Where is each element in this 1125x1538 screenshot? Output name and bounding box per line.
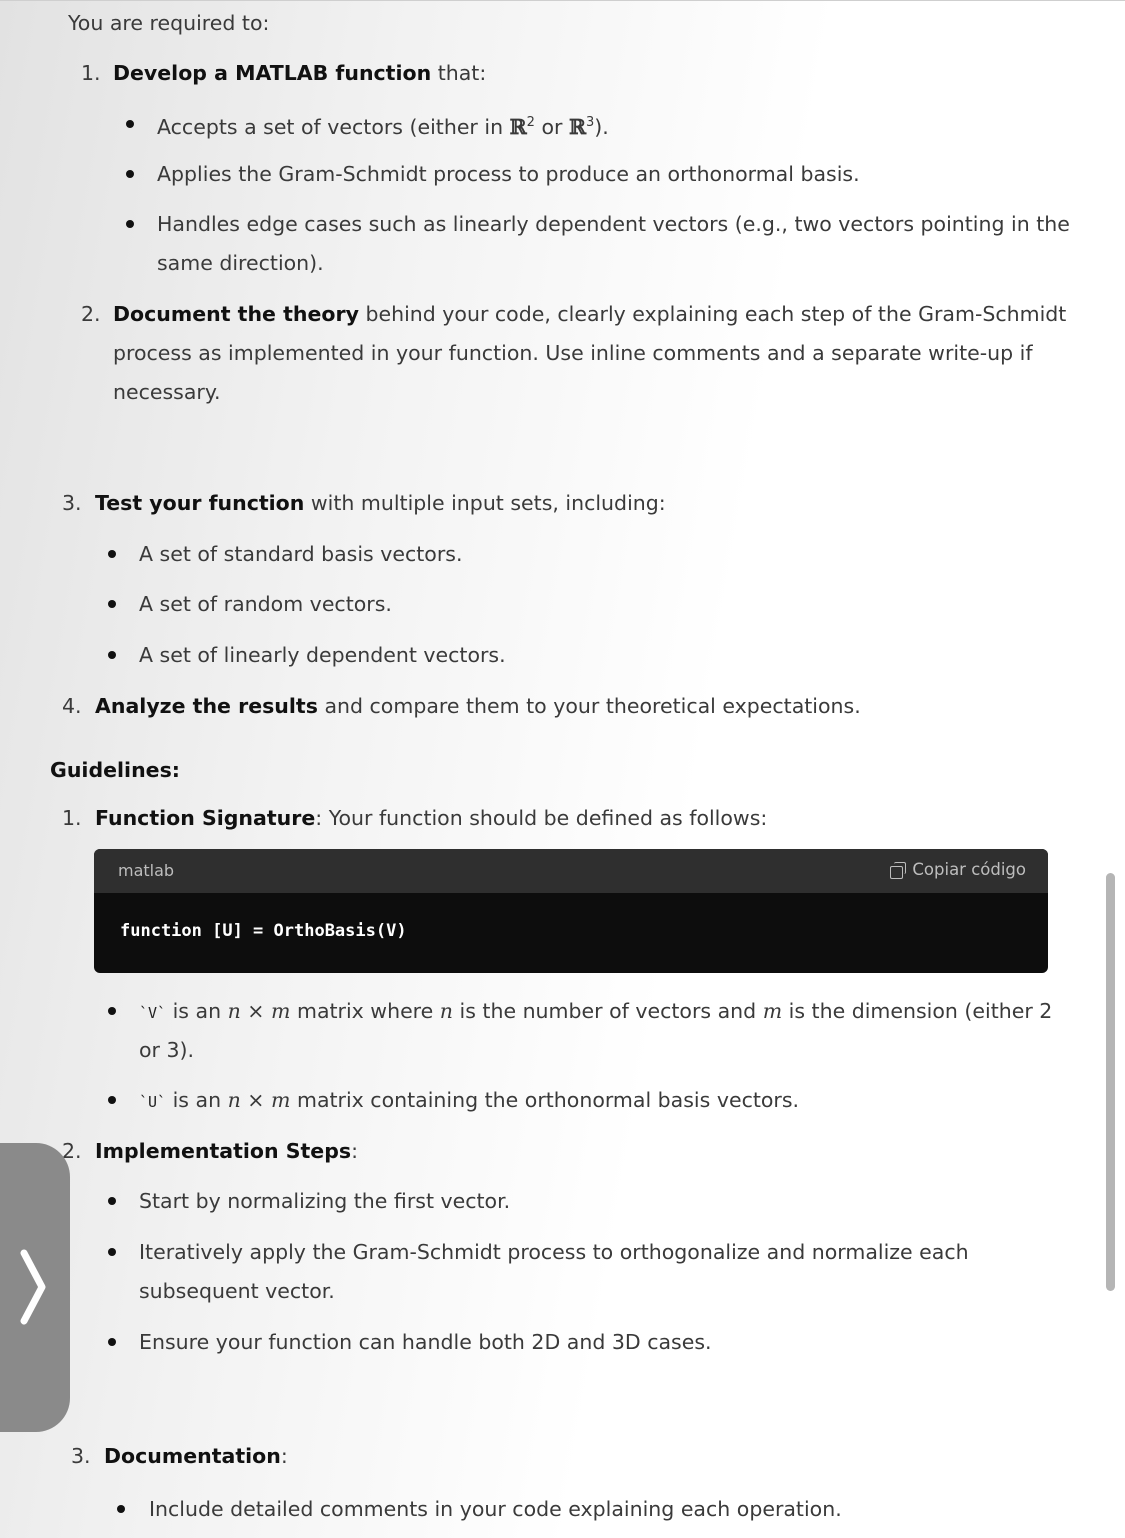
guideline-1-bullet-2 (139, 1086, 799, 1116)
bullet-text: Accepts a set of vectors (either in (157, 114, 510, 139)
requirement-3 (95, 489, 666, 517)
list-number: 1. (81, 61, 101, 85)
requirement-1 (113, 59, 486, 87)
guideline-1-bold: Function Signature (95, 806, 316, 830)
requirement-1-bold: Develop a MATLAB function (113, 61, 432, 85)
math-m: m (762, 999, 783, 1023)
list-number: 3. (62, 491, 82, 515)
bullet-icon (108, 1338, 116, 1346)
bullet-text: matrix where (290, 999, 440, 1023)
requirement-2-line-3: necessary. (113, 380, 221, 404)
guideline-2-bullet-1: Start by normalizing the first vector. (139, 1189, 511, 1213)
superscript-2: 2 (526, 115, 535, 130)
requirement-4-rest: and compare them to your theoretical expectations. (317, 694, 861, 718)
code-line: function [U] = OrthoBasis(V) (120, 921, 407, 941)
bullet-text: is an (166, 1088, 228, 1112)
bullet-icon (126, 120, 134, 128)
requirement-2-rest: behind your code, clearly explaining each step of the Gram-Schmidt (358, 302, 1067, 326)
list-number: 4. (62, 694, 82, 718)
guideline-3-bold: Documentation (104, 1444, 281, 1468)
guideline-2 (95, 1137, 358, 1165)
side-panel-toggle[interactable] (0, 1143, 70, 1432)
list-number: 1. (62, 806, 82, 830)
code-block (94, 849, 1048, 973)
bullet-icon (108, 550, 116, 558)
guideline-3-bullet-1: Include detailed comments in your code explaining each operation. (149, 1497, 842, 1521)
requirement-1-bullet-1 (157, 109, 609, 141)
math-n: n (439, 999, 453, 1023)
requirement-3-bold: Test your function (95, 491, 305, 515)
guideline-2-rest: : (351, 1139, 358, 1163)
guideline-2-bullet-2-line-1: Iteratively apply the Gram-Schmidt process to orthogonalize and normalize each (139, 1240, 969, 1264)
guideline-3-rest: : (280, 1444, 288, 1468)
bullet-icon (108, 1197, 116, 1205)
bullet-icon (126, 220, 134, 228)
copy-icon (890, 862, 906, 878)
real-symbol: ℝ (509, 114, 527, 139)
chevron-right-icon (16, 1247, 50, 1327)
bullet-text-or: or (534, 114, 569, 139)
bullet-icon (126, 170, 134, 178)
requirement-1-bullet-2: Applies the Gram-Schmidt process to produce an orthonormal basis. (157, 162, 860, 186)
guideline-3 (104, 1442, 288, 1470)
copy-code-label: Copiar código (912, 860, 1026, 879)
inline-code-v: `V` (139, 1004, 167, 1022)
code-block-header (94, 849, 1048, 893)
requirement-1-bullet-3-line-2: same direction). (157, 251, 324, 275)
code-language-label: matlab (118, 861, 175, 880)
bullet-icon (108, 1248, 116, 1256)
intro-text: You are required to: (68, 11, 270, 35)
bullet-text: matrix containing the orthonormal basis vectors. (290, 1088, 800, 1112)
requirement-2-bold: Document the theory (113, 302, 359, 326)
math-n: n (227, 1088, 241, 1112)
requirement-1-bullet-3-line-1: Handles edge cases such as linearly dependent vectors (e.g., two vectors pointing in the (157, 212, 1070, 236)
requirement-1-rest: that: (431, 61, 487, 85)
requirement-3-rest: with multiple input sets, including: (304, 491, 666, 515)
math-m: m (271, 1088, 291, 1112)
math-times: × (240, 1088, 271, 1112)
bullet-icon (108, 651, 116, 659)
requirement-4 (95, 692, 861, 720)
guideline-2-bullet-3: Ensure your function can handle both 2D and 3D cases. (139, 1330, 712, 1354)
guideline-1-rest: : Your function should be defined as follows: (315, 806, 768, 830)
bullet-icon (117, 1505, 125, 1513)
bullet-icon (108, 600, 116, 608)
math-times: × (240, 999, 271, 1023)
list-number: 3. (71, 1444, 91, 1468)
requirement-3-bullet-3: A set of linearly dependent vectors. (139, 643, 506, 667)
guidelines-heading: Guidelines: (50, 758, 180, 782)
inline-code-u: `U` (139, 1093, 167, 1111)
list-number: 2. (62, 1139, 82, 1163)
bullet-text: is an (166, 999, 228, 1023)
guideline-1 (95, 804, 767, 832)
bullet-icon (108, 1096, 116, 1104)
superscript-3: 3 (585, 115, 595, 130)
top-divider (0, 0, 1125, 1)
math-n: n (227, 999, 241, 1023)
requirement-3-bullet-1: A set of standard basis vectors. (139, 542, 463, 566)
bullet-text-end: ). (594, 114, 609, 139)
bullet-text: is the number of vectors and (453, 999, 763, 1023)
list-number: 2. (81, 302, 101, 326)
guideline-2-bullet-2-line-2: subsequent vector. (139, 1279, 335, 1303)
scrollbar-thumb[interactable] (1106, 873, 1115, 1291)
requirement-3-bullet-2: A set of random vectors. (139, 592, 392, 616)
guideline-1-bullet-1-line-1 (139, 997, 1052, 1027)
guideline-2-bold: Implementation Steps (95, 1139, 352, 1163)
real-symbol: ℝ (568, 114, 586, 139)
bullet-icon (108, 1007, 116, 1015)
guideline-1-bullet-1-line-2: or 3). (139, 1038, 195, 1062)
requirement-2-line-1 (113, 300, 1066, 328)
copy-code-button[interactable] (890, 860, 1026, 879)
requirement-4-bold: Analyze the results (95, 694, 318, 718)
math-m: m (271, 999, 291, 1023)
bullet-text: is the dimension (either 2 (782, 999, 1053, 1023)
requirement-2-line-2: process as implemented in your function. Use inline comments and a separate write-up if (113, 341, 1033, 365)
